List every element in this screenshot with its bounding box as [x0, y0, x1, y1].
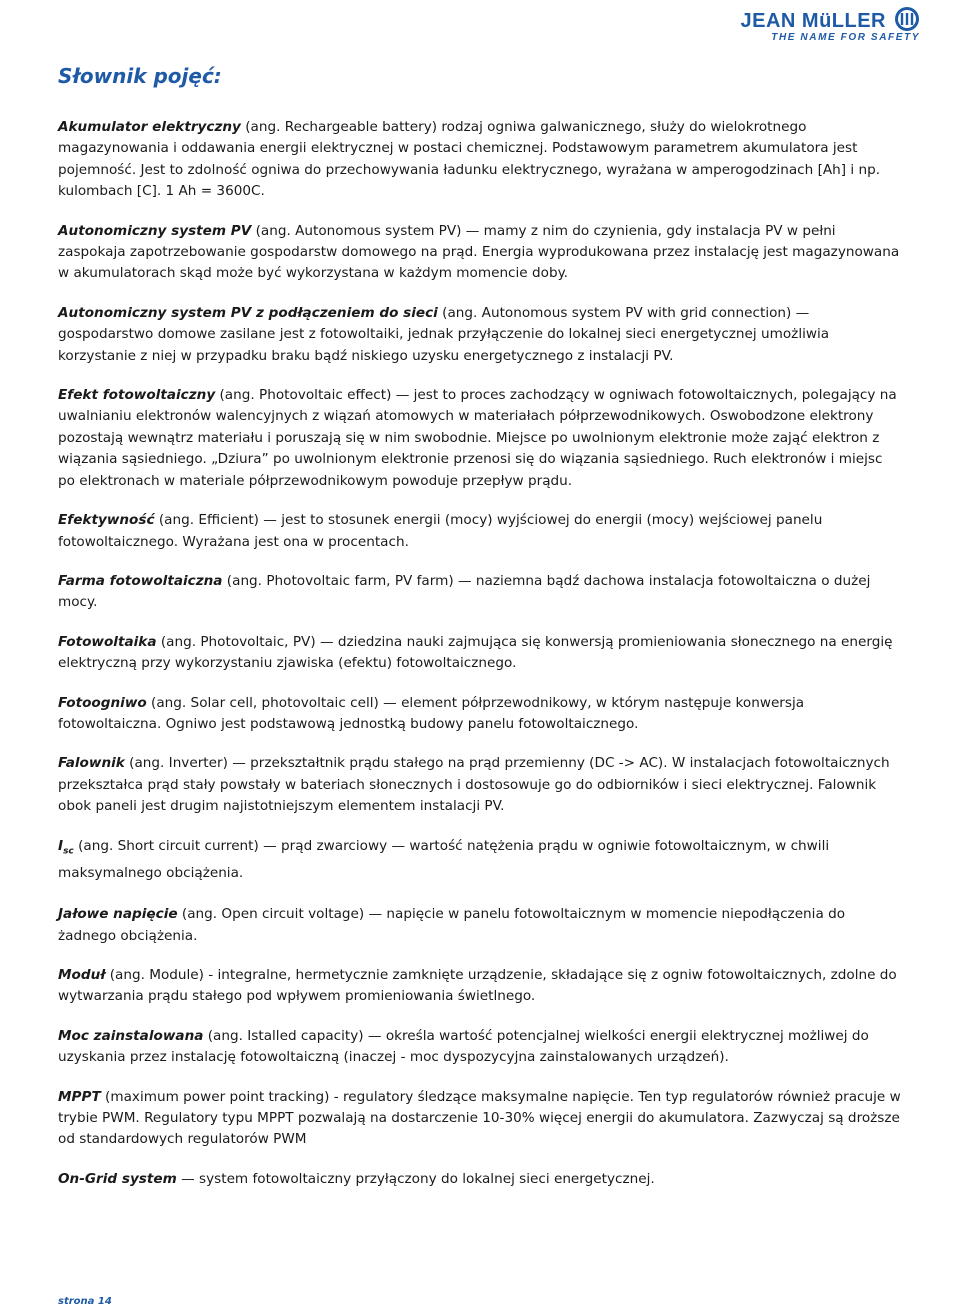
glossary-definition: (ang. Open circuit voltage) — napięcie w panelu fotowoltaicznym w momencie niepodłączenia do żadnego obciążenia.: [58, 906, 846, 944]
glossary-definition: (ang. Istalled capacity) — określa wartość potencjalnej wielkości energii elektrycznej możliwej do uzyskania przez instalację fotowoltaiczną (inaczej - moc dyspozycyjna zainstalowanych urządzeń).: [58, 1027, 869, 1066]
glossary-term: Fotoogniwo: [58, 694, 147, 711]
glossary-entry: [58, 904, 902, 947]
glossary-definition: (ang. Module) - integralne, hermetycznie zamknięte urządzenie, składające się z ogniw fotowoltaicznych, zdolne do wytwarzania prądu stałego pod wpływem promieniowania świetlnego.: [58, 966, 897, 1005]
glossary-term: Akumulator elektryczny: [58, 119, 241, 135]
glossary-term: MPPT: [58, 1088, 101, 1105]
glossary-entry: [58, 965, 902, 1008]
glossary-entry: [58, 632, 902, 675]
glossary-definition: (ang. Autonomous system PV with grid connection) — gospodarstwo domowe zasilane jest z fotowoltaiki, jednak przyłączenie do lokalnej sieci energetycznej umożliwia korzystanie z niej w przypadku braku bądź niskiego uzysku energetycznego z instalacji PV.: [58, 304, 830, 364]
glossary-entry: [58, 221, 902, 285]
glossary-entry: [58, 836, 902, 885]
glossary-definition: (ang. Photovoltaic, PV) — dziedzina nauki zajmująca się konwersją promieniowania słonecznego na energię elektryczną przy wykorzystaniu zjawiska (efektu) fotowoltaicznego.: [58, 633, 893, 672]
glossary-term: Farma fotowoltaiczna: [58, 572, 223, 589]
glossary-entry: [58, 571, 902, 614]
glossary-entry: [58, 385, 902, 492]
page-number: strona 14: [58, 1296, 112, 1307]
glossary-entry: [58, 117, 902, 203]
glossary-definition: (ang. Inverter) — przekształtnik prądu stałego na prąd przemienny (DC -> AC). W instalacjach fotowoltaicznych przekształca prąd stały powstały w bateriach słonecznych i dostosowuje go do odbiorników i sieci elektrycznej. Falownik obok paneli jest drugim najistotniejszym elementem instalacji PV.: [58, 755, 890, 815]
glossary-term: Moduł: [58, 966, 106, 983]
glossary-term: Jałowe napięcie: [58, 906, 178, 923]
glossary-term: Autonomiczny system PV z podłączeniem do sieci: [58, 304, 438, 321]
glossary-definition: (ang. Rechargeable battery) rodzaj ogniwa galwanicznego, służy do wielokrotnego magazynowania i oddawania energii elektrycznej w postaci chemicznej. Podstawowym parametrem akumulatora jest pojemność. Jest to zdolność ogniwa do przechowywania ładunku elektrycznego, wyrażana w amperogodzinach [Ah] i np. kulombach [C]. 1 Ah = 3600C.: [58, 119, 881, 200]
glossary-term: Fotowoltaika: [58, 633, 157, 650]
glossary-term: On-Grid system: [58, 1170, 177, 1187]
glossary-entry: [58, 510, 902, 553]
glossary-definition: (ang. Solar cell, photovoltaic cell) — element półprzewodnikowy, w którym następuje konwersja fotowoltaiczna. Ogniwo jest podstawową jednostką budowy panelu fotowoltaicznego.: [58, 694, 805, 732]
glossary-definition: (ang. Efficient) — jest to stosunek energii (mocy) wyjściowej do energii (mocy) wejściowej panelu fotowoltaicznego. Wyrażana jest ona w procentach.: [58, 512, 823, 550]
glossary-term: Efekt fotowoltaiczny: [58, 387, 216, 404]
brand-emblem-icon: [894, 6, 920, 32]
brand-tagline: THE NAME FOR SAFETY: [771, 32, 920, 43]
glossary-definition: (ang. Short circuit current) — prąd zwarciowy — wartość natężenia prądu w ogniwie fotowoltaicznym, w chwili maksymalnego obciążenia.: [58, 837, 830, 881]
glossary-entry: [58, 1087, 902, 1151]
glossary-term: Efektywność: [58, 512, 155, 529]
glossary-term: I: [58, 837, 64, 854]
glossary-entry: [58, 303, 902, 367]
brand-logo: [712, 4, 942, 48]
glossary-list: [58, 117, 902, 1208]
glossary-term: Autonomiczny system PV: [58, 222, 252, 239]
glossary-entry: [58, 1169, 902, 1190]
glossary-entry: [58, 753, 902, 817]
glossary-term: Falownik: [58, 755, 125, 772]
glossary-definition: (ang. Photovoltaic farm, PV farm) — naziemna bądź dachowa instalacja fotowoltaiczna o dużej mocy.: [58, 572, 871, 611]
page-title: Słownik pojęć:: [58, 64, 222, 88]
glossary-entry: [58, 1026, 902, 1069]
glossary-definition: — system fotowoltaiczny przyłączony do lokalnej sieci energetycznej.: [176, 1170, 655, 1187]
glossary-definition: (ang. Autonomous system PV) — mamy z nim do czynienia, gdy instalacja PV w pełni zaspokaja zapotrzebowanie gospodarstw domowego na prąd. Energia wyprodukowana przez instalację jest magazynowana w akumulatorach skąd może być wykorzystana w każdym momencie doby.: [58, 222, 900, 282]
glossary-definition: (ang. Photovoltaic effect) — jest to proces zachodzący w ogniwach fotowoltaicznych, polegający na uwalnianiu elektronów walencyjnych z wiązań atomowych w materiałach półprzewodnikowych. Oswobodzone elektrony pozostają wewnątrz materiału i poruszają się w nim swobodnie. Miejsce po uwolnionym elektronie może zająć elektron z wiązania sąsiedniego. „Dziura” po uwolnionym elektronie przenosi się do wiązania sąsiedniego. Ruch elektronów i miejsc po elektronach w materiale półprzewodnikowym powoduje przepływ prądu.: [58, 387, 897, 489]
glossary-entry: [58, 693, 902, 736]
brand-name: JEAN MüLLER: [740, 10, 886, 32]
glossary-term: Moc zainstalowana: [58, 1027, 204, 1044]
glossary-definition: (maximum power point tracking) - regulatory śledzące maksymalne napięcie. Ten typ regulatorów również pracuje w trybie PWM. Regulatory typu MPPT pozwalają na dostarczenie 10-30% więcej energii do akumulatora. Zazwyczaj są droższe od standardowych regulatorów PWM: [58, 1088, 901, 1148]
glossary-term-subscript: sc: [63, 846, 74, 857]
